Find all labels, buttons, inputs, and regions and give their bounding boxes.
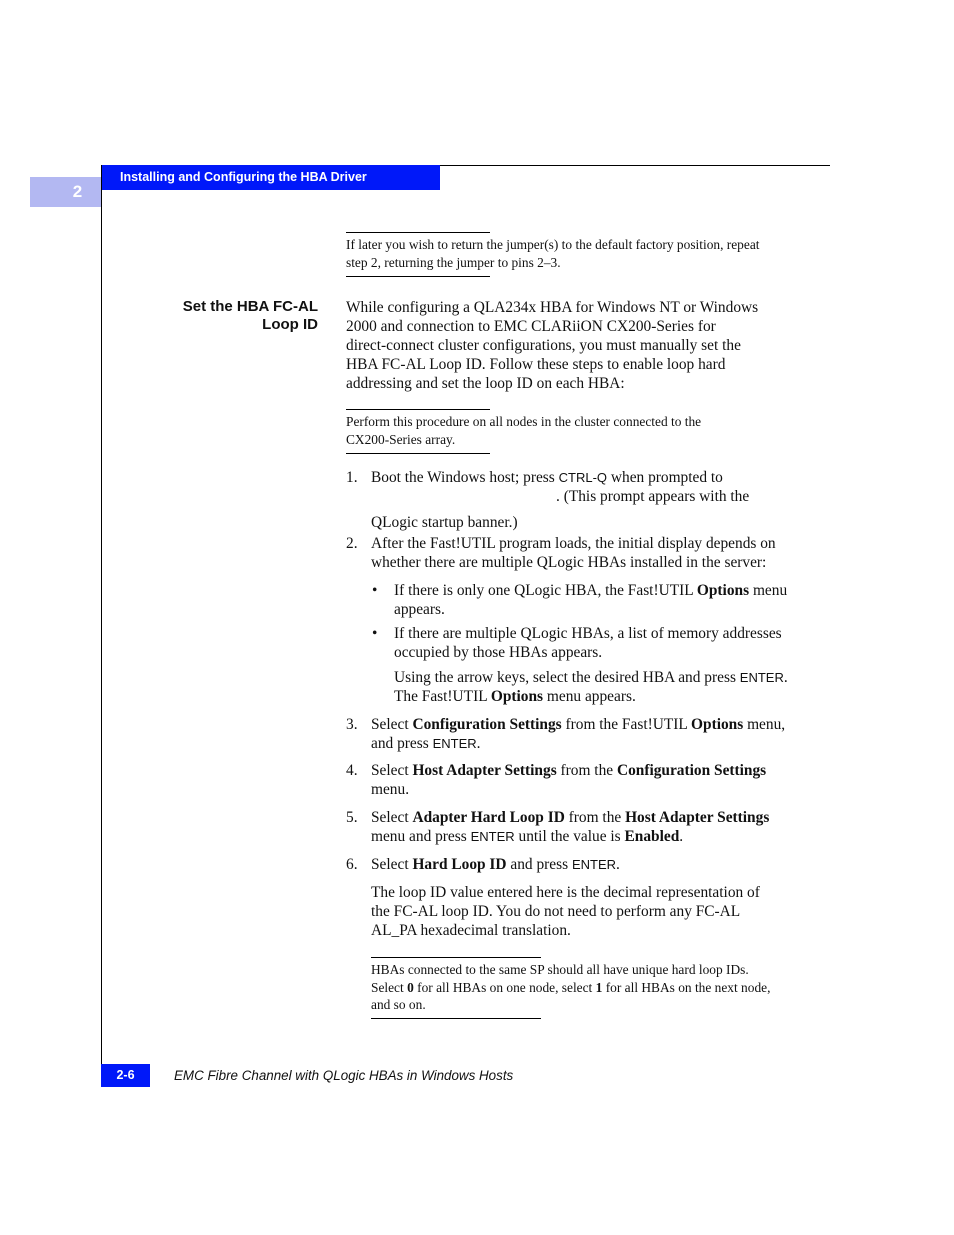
note-rule-top [371,957,541,958]
bold-text: Host Adapter Settings [412,762,557,779]
text: and press [506,856,572,873]
note-line [371,979,770,997]
step-text [371,761,766,799]
step-number: 4. [346,762,358,779]
note-rule-top [346,409,490,410]
margin-rule [101,165,102,1087]
running-title: Installing and Configuring the HBA Driver [101,165,440,190]
step-number: 6. [346,856,358,873]
text: Select [371,979,408,995]
note-line: and so on. [371,997,426,1012]
step-6-explanation [371,883,760,940]
bold-text: Hard Loop ID [412,856,507,873]
heading-line: Set the HBA FC-AL [182,298,318,315]
step-text [371,715,785,753]
text: Select [371,716,413,733]
bullet-text [394,624,782,662]
bullet-text [394,581,787,619]
bullet-followup [394,668,788,706]
text: . [783,669,788,686]
text: Select [371,762,413,779]
step-line [371,855,620,874]
bullet-line: If there are multiple QLogic HBAs, a list of memory addresses [394,625,782,642]
note-line: CX200-Series array. [346,431,456,447]
step-line [371,734,785,753]
followup-line [394,668,788,687]
text: menu, [743,716,786,733]
key-label: ENTER [739,670,784,685]
bullet-line: occupied by those HBAs appears. [394,644,603,661]
explanation-line: The loop ID value entered here is the decimal representation of [371,884,760,901]
step-text [371,468,831,532]
note-rule-bottom [371,1018,541,1019]
page-number: 2-6 [101,1064,150,1087]
explanation-line: the FC-AL loop ID. You do not need to perform any FC-AL [371,903,741,920]
section-heading [150,298,318,334]
step-line [371,715,785,734]
text: . [476,735,481,752]
note-rule-top [346,232,490,233]
bold-text: Configuration Settings [412,716,562,733]
intro-paragraph [346,298,758,393]
bold-text: Adapter Hard Loop ID [412,809,565,826]
explanation-line: AL_PA hexadecimal translation. [371,922,571,939]
bullet-line: appears. [394,601,445,618]
text: The Fast!UTIL [394,688,491,705]
step-text [371,534,831,572]
text: from the [564,809,626,826]
step-line [371,827,769,846]
bold-text: Options [490,688,544,705]
bold-text: 0 [407,979,414,995]
key-label: ENTER [470,829,515,844]
text: Boot the Windows host; press [371,469,559,486]
intro-line: 2000 and connection to EMC CLARiiON CX200-Series for [346,318,716,335]
intro-line: addressing and set the loop ID on each HBA: [346,375,625,392]
text: . [616,856,620,873]
text: from the [556,762,617,779]
intro-line: direct-connect cluster configurations, you must manually set the [346,337,741,354]
heading-line: Loop ID [262,316,318,333]
chapter-tab [30,177,101,207]
text: from the Fast!UTIL [561,716,692,733]
note-line: step 2, returning the jumper to pins 2–3. [346,254,561,270]
step-line [371,808,769,827]
chapter-number: 2 [72,182,83,201]
text: and press [371,735,433,752]
step-line: After the Fast!UTIL program loads, the initial display depends on [371,535,776,552]
text: . (This prompt appears with the [556,488,750,505]
step-number: 5. [346,809,358,826]
step-number: 3. [346,716,358,733]
step-number: 1. [346,469,358,486]
text: until the value is [514,828,625,845]
step-text [371,855,620,874]
step-number: 2. [346,535,358,552]
text: Select [371,856,413,873]
step-line: menu. [371,781,410,798]
text: menu appears. [543,688,636,705]
bold-text: 1 [595,979,603,995]
step-line [371,487,831,506]
bold-text: Options [696,582,750,599]
step-line [371,468,831,487]
note-line: Perform this procedure on all nodes in the cluster connected to the [346,414,702,429]
step-line: whether there are multiple QLogic HBAs installed in the server: [371,554,767,571]
step-line: QLogic startup banner.) [371,514,518,531]
note-line: If later you wish to return the jumper(s) to the default factory position, repeat [346,237,760,252]
key-label: ENTER [432,736,477,751]
text: for all HBAs on the next node, [602,979,771,995]
note-loop-ids [371,961,770,1014]
note-procedure [346,413,701,448]
book-title: EMC Fibre Channel with QLogic HBAs in Windows Hosts [174,1068,514,1083]
step-text [371,808,769,846]
text: . [679,828,684,845]
text: when prompted to [607,469,723,486]
bold-text: Configuration Settings [616,762,767,779]
bullet-line [394,581,787,600]
text: menu and press [371,828,471,845]
followup-line [394,687,788,706]
note-jumper [346,236,760,271]
bullet-dot-icon: • [372,582,378,599]
text: If there is only one QLogic HBA, the Fast!UTIL [394,582,697,599]
key-label: ENTER [571,857,616,872]
text: Using the arrow keys, select the desired HBA and press [394,669,740,686]
note-rule-bottom [346,453,490,454]
text: menu [749,582,788,599]
note-line: HBAs connected to the same SP should all have unique hard loop IDs. [371,962,749,977]
bullet-dot-icon: • [372,625,378,642]
step-line [371,761,766,780]
key-label: CTRL-Q [558,470,608,485]
bold-text: Host Adapter Settings [625,809,770,826]
note-rule-bottom [346,276,490,277]
bold-text: Options [691,716,744,733]
bold-text: Enabled [624,828,680,845]
text: Select [371,809,413,826]
intro-line: HBA FC-AL Loop ID. Follow these steps to enable loop hard [346,356,726,373]
intro-line: While configuring a QLA234x HBA for Windows NT or Windows [346,299,759,316]
text: for all HBAs on one node, select [413,979,596,995]
